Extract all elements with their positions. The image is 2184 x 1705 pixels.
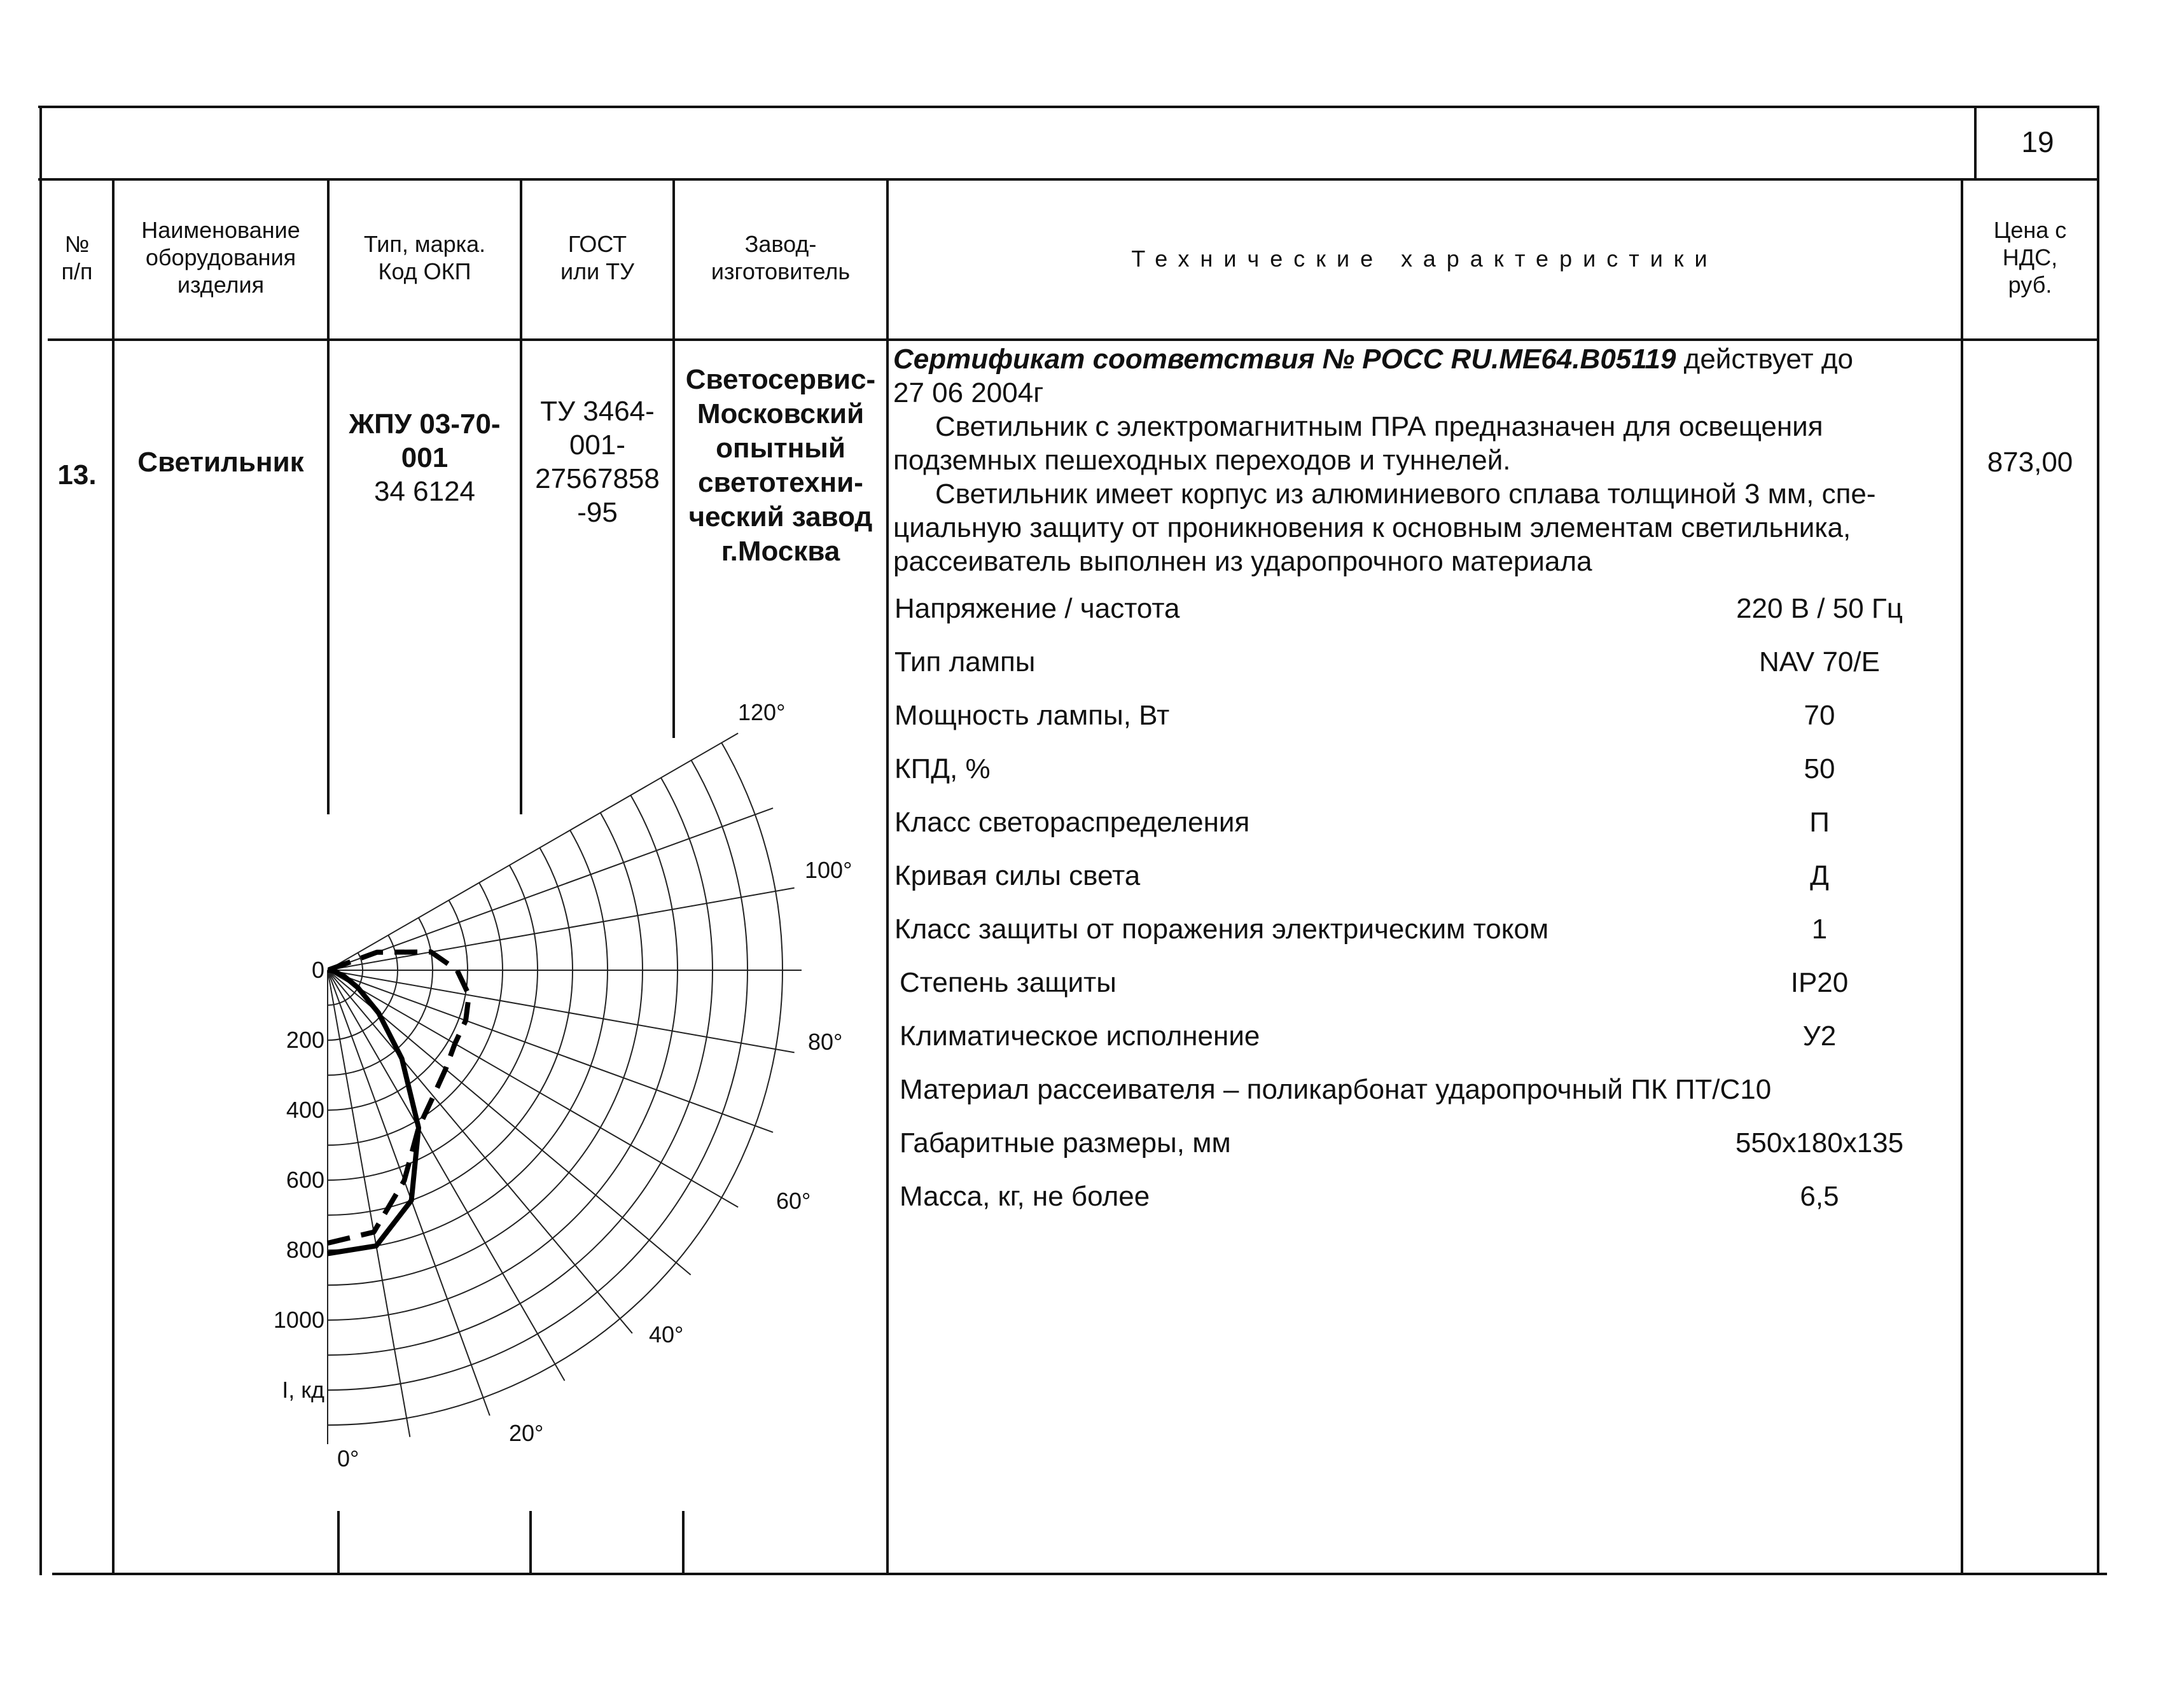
angle-label: 100° (805, 857, 852, 883)
grid-ring (328, 900, 468, 1110)
spec-label: Тип лампы (894, 646, 1036, 678)
intensity-label: 0 (311, 957, 324, 983)
row-number: 13. (57, 459, 97, 491)
header-price: Цена с НДС, руб. (1993, 217, 2067, 298)
angle-label: 40° (649, 1321, 684, 1347)
intensity-label: 600 (286, 1167, 324, 1193)
header-maker: Завод- изготовитель (711, 231, 851, 284)
price-value: 873,00 (1987, 447, 2073, 478)
description-3: Светильник имеет корпус из алюминиевого сплава толщиной 3 мм, спе- (935, 478, 1876, 510)
header-bottom-line (48, 338, 2099, 341)
equipment-name: Светильник (137, 447, 304, 478)
description-2: подземных пешеходных переходов и туннелей. (893, 445, 1511, 476)
intensity-label: 1000 (273, 1307, 324, 1333)
col-divider-1 (112, 178, 115, 1575)
spec-value: Д (1810, 860, 1829, 891)
col-divider-3-foot (529, 1511, 532, 1575)
spec-label: КПД, % (894, 753, 991, 784)
spec-label: Напряжение / частота (894, 593, 1180, 624)
page-number-divider (1974, 106, 1977, 181)
intensity-label: 800 (286, 1237, 324, 1263)
grid-ring (328, 830, 608, 1250)
col-divider-6 (1961, 178, 1963, 1575)
okp-code: 34 6124 (373, 476, 476, 507)
header-specs: Технические характеристики (1131, 246, 1718, 272)
spec-value: 50 (1804, 753, 1835, 784)
grid-ring (328, 813, 643, 1286)
angle-label: 80° (808, 1029, 843, 1055)
light-intensity-diagram (242, 687, 878, 1495)
spec-label: Габаритные размеры, мм (900, 1127, 1231, 1159)
col-divider-4-foot (682, 1511, 685, 1575)
spec-label: Мощность лампы, Вт (894, 700, 1170, 731)
manufacturer: Светосервис- Московский опытный светотехни- ческий завод г.Москва (685, 364, 876, 567)
header-gost: ГОСТ или ТУ (560, 231, 635, 284)
grid-radial (328, 808, 773, 970)
frame-top (38, 106, 2099, 108)
header-num: № п/п (61, 231, 93, 284)
angle-label: 20° (509, 1420, 544, 1446)
description-4: циальную защиту от проникновения к основным элементам светильника, (893, 512, 1851, 543)
certificate-date: 27 06 2004г (893, 377, 1044, 408)
description-1: Светильник с электромагнитным ПРА предназначен для освещения (935, 411, 1823, 442)
frame-bottom (52, 1573, 2107, 1575)
header-name: Наименование оборудования изделия (141, 217, 300, 298)
grid-ring (328, 865, 538, 1180)
description-5: рассеиватель выполнен из ударопрочного материала (893, 546, 1592, 577)
page-number: 19 (2021, 125, 2054, 158)
spec-label: Класс светораспределения (894, 807, 1250, 838)
spec-value: У2 (1802, 1020, 1837, 1052)
spec-value: 6,5 (1800, 1181, 1839, 1212)
header-top-line (38, 178, 2099, 181)
col-divider-2-foot (337, 1511, 340, 1575)
spec-label: Класс защиты от поражения электрическим током (894, 914, 1549, 945)
spec-label: Материал рассеивателя – поликарбонат ударопрочный ПК ПТ/С10 (900, 1074, 1772, 1105)
grid-ring (328, 760, 748, 1390)
col-divider-5 (886, 178, 889, 1575)
angle-label: 60° (776, 1188, 811, 1214)
spec-value: IP20 (1790, 967, 1849, 998)
gost-tu: ТУ 3464- 001- 27567858 -95 (535, 396, 660, 528)
spec-value: П (1809, 807, 1830, 838)
intensity-label: 400 (286, 1097, 324, 1123)
spec-value: 70 (1804, 700, 1835, 731)
spec-value: 1 (1811, 914, 1828, 945)
spec-label: Масса, кг, не более (900, 1181, 1150, 1212)
intensity-label: 200 (286, 1027, 324, 1053)
grid-ring (328, 778, 713, 1356)
frame-right (2097, 106, 2099, 1575)
spec-value: 220 В / 50 Гц (1736, 593, 1903, 624)
certificate-line: Сертификат соответствия № РОСС RU.ME64.B05119 действует до (893, 344, 1853, 375)
grid-radial (328, 970, 632, 1333)
spec-value: 550x180x135 (1735, 1127, 1904, 1159)
intensity-label: I, кд (282, 1377, 324, 1403)
frame-left (39, 106, 42, 1575)
angle-label: 0° (337, 1445, 359, 1472)
type-code: ЖПУ 03-70- 001 34 6124 (330, 407, 520, 508)
angle-label: 120° (738, 699, 786, 725)
spec-label: Климатическое исполнение (900, 1020, 1260, 1052)
header-type: Тип, марка. Код ОКП (363, 231, 486, 284)
spec-label: Кривая силы света (894, 860, 1141, 891)
spec-label: Степень защиты (900, 967, 1116, 998)
spec-value: NAV 70/E (1759, 646, 1880, 678)
